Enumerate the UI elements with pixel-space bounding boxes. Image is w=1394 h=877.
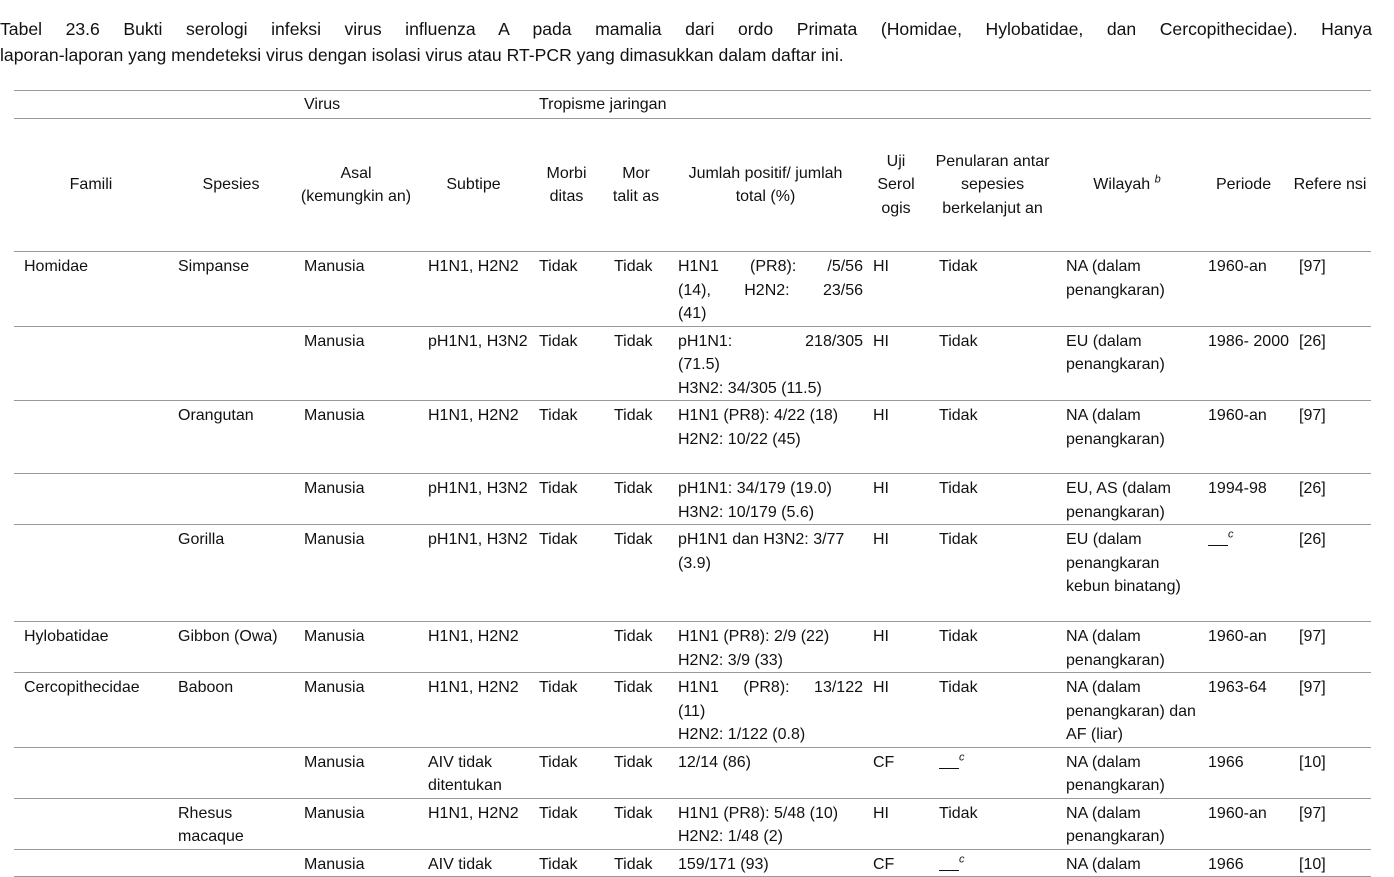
cell-mortalitas: Tidak — [604, 747, 668, 798]
cell-wilayah: NA (dalam penangkaran) — [1056, 252, 1198, 327]
column-header-row — [14, 119, 1371, 252]
cell-mortalitas: Tidak — [604, 525, 668, 622]
cell-famili — [14, 326, 168, 401]
table-row — [14, 622, 1371, 673]
cell-referensi: [10] — [1289, 747, 1371, 798]
header-famili: Famili — [14, 119, 168, 252]
cell-spesies — [168, 849, 294, 877]
serology-table — [14, 90, 1371, 877]
cell-morbiditas: Tidak — [529, 525, 604, 622]
cell-spesies — [168, 747, 294, 798]
cell-famili — [14, 401, 168, 474]
cell-asal: Manusia — [294, 326, 418, 401]
cell-referensi: [97] — [1289, 622, 1371, 673]
cell-famili — [14, 798, 168, 849]
cell-subtipe: H1N1, H2N2 — [418, 798, 529, 849]
cell-wilayah: NA (dalam penangkaran) — [1056, 747, 1198, 798]
cell-periode: 1960-an — [1198, 401, 1289, 474]
dash-mark — [1208, 531, 1228, 546]
cell-periode: 1963-64 — [1198, 673, 1289, 748]
table-row — [14, 747, 1371, 798]
header-referensi: Refere nsi — [1289, 119, 1371, 252]
cell-morbiditas: Tidak — [529, 849, 604, 877]
cell-wilayah: EU, AS (dalam penangkaran) — [1056, 474, 1198, 525]
cell-asal: Manusia — [294, 474, 418, 525]
cell-morbiditas: Tidak — [529, 474, 604, 525]
cell-jumlah: H1N1 (PR8): 4/22 (18) H2N2: 10/22 (45) — [668, 401, 863, 474]
group-header-row — [14, 91, 1371, 119]
cell-famili — [14, 849, 168, 877]
footnote-c: c — [959, 751, 965, 764]
cell-jumlah: H1N1 (PR8): 2/9 (22) H2N2: 3/9 (33) — [668, 622, 863, 673]
table-row — [14, 474, 1371, 525]
cell-jumlah: H1N1 (PR8): /5/56 (14), H2N2: 23/56 (41) — [668, 252, 863, 327]
header-jumlah: Jumlah positif/ jumlah total (%) — [668, 119, 863, 252]
cell-asal: Manusia — [294, 525, 418, 622]
cell-periode: 1960-an — [1198, 622, 1289, 673]
cell-penularan: Tidak — [929, 401, 1056, 474]
cell-uji: HI — [863, 673, 929, 748]
cell-mortalitas: Tidak — [604, 622, 668, 673]
cell-mortalitas: Tidak — [604, 401, 668, 474]
header-subtipe: Subtipe — [418, 119, 529, 252]
cell-jumlah: 12/14 (86) — [668, 747, 863, 798]
table-row — [14, 798, 1371, 849]
footnote-c: c — [1228, 528, 1234, 541]
cell-wilayah: EU (dalam penangkaran kebun binatang) — [1056, 525, 1198, 622]
cell-penularan: Tidak — [929, 673, 1056, 748]
cell-periode: 1960-an — [1198, 252, 1289, 327]
cell-spesies — [168, 326, 294, 401]
cell-wilayah: NA (dalam — [1056, 849, 1198, 877]
cell-famili — [14, 474, 168, 525]
cell-mortalitas: Tidak — [604, 326, 668, 401]
cell-uji: CF — [863, 747, 929, 798]
cell-referensi: [26] — [1289, 326, 1371, 401]
cell-asal: Manusia — [294, 849, 418, 877]
cell-morbiditas: Tidak — [529, 326, 604, 401]
cell-spesies: Simpanse — [168, 252, 294, 327]
cell-subtipe: H1N1, H2N2 — [418, 622, 529, 673]
cell-wilayah: NA (dalam penangkaran) dan AF (liar) — [1056, 673, 1198, 748]
cell-periode: 1960-an — [1198, 798, 1289, 849]
cell-subtipe: pH1N1, H3N2 — [418, 474, 529, 525]
group-header-tropisme: Tropisme jaringan — [529, 91, 929, 119]
cell-famili — [14, 747, 168, 798]
cell-periode: 1994-98 — [1198, 474, 1289, 525]
cell-famili — [14, 525, 168, 622]
table-row — [14, 849, 1371, 877]
cell-mortalitas: Tidak — [604, 673, 668, 748]
header-penularan: Penularan antar sepesies berkelanjut an — [929, 119, 1056, 252]
cell-uji: HI — [863, 798, 929, 849]
dash-mark — [939, 754, 959, 769]
header-wilayah: Wilayah $^b$ — [1056, 119, 1198, 252]
cell-jumlah: H1N1 (PR8): 13/122 (11) H2N2: 1/122 (0.8) — [668, 673, 863, 748]
cell-asal: Manusia — [294, 401, 418, 474]
cell-uji: HI — [863, 474, 929, 525]
cell-referensi: [97] — [1289, 401, 1371, 474]
header-uji: Uji Serol ogis — [863, 119, 929, 252]
cell-asal: Manusia — [294, 747, 418, 798]
footnote-c: c — [959, 853, 965, 866]
cell-famili: Cercopithecidae — [14, 673, 168, 748]
cell-wilayah: NA (dalam penangkaran) — [1056, 798, 1198, 849]
cell-asal: Manusia — [294, 252, 418, 327]
cell-uji: HI — [863, 326, 929, 401]
cell-periode: 1986- 2000 — [1198, 326, 1289, 401]
wilayah-footnote: b — [1154, 173, 1161, 186]
cell-periode: 1966 — [1198, 849, 1289, 877]
caption-line-2: laporan-laporan yang mendeteksi virus dengan isolasi virus atau RT-PCR yang dimasukkan dalam daftar ini. — [0, 45, 844, 65]
cell-morbiditas: Tidak — [529, 747, 604, 798]
cell-jumlah: pH1N1: 34/179 (19.0) H3N2: 10/179 (5.6) — [668, 474, 863, 525]
cell-spesies: Orangutan — [168, 401, 294, 474]
cell-penularan: Tidak — [929, 798, 1056, 849]
cell-periode — [1198, 525, 1289, 622]
header-morbiditas: Morbi ditas — [529, 119, 604, 252]
cell-uji: HI — [863, 622, 929, 673]
header-periode: Periode — [1198, 119, 1289, 252]
cell-penularan: Tidak — [929, 525, 1056, 622]
cell-periode: 1966 — [1198, 747, 1289, 798]
cell-subtipe: AIV tidak — [418, 849, 529, 877]
cell-asal: Manusia — [294, 622, 418, 673]
cell-uji: HI — [863, 525, 929, 622]
cell-penularan: Tidak — [929, 326, 1056, 401]
cell-jumlah: 159/171 (93) — [668, 849, 863, 877]
cell-penularan — [929, 747, 1056, 798]
cell-asal: Manusia — [294, 798, 418, 849]
cell-wilayah: NA (dalam penangkaran) — [1056, 401, 1198, 474]
cell-referensi: [97] — [1289, 798, 1371, 849]
cell-spesies: Gibbon (Owa) — [168, 622, 294, 673]
cell-morbiditas: Tidak — [529, 252, 604, 327]
cell-mortalitas: Tidak — [604, 849, 668, 877]
table-row — [14, 326, 1371, 401]
cell-spesies — [168, 474, 294, 525]
cell-uji: HI — [863, 401, 929, 474]
cell-subtipe: pH1N1, H3N2 — [418, 525, 529, 622]
cell-famili: Hylobatidae — [14, 622, 168, 673]
cell-subtipe: H1N1, H2N2 — [418, 401, 529, 474]
cell-mortalitas: Tidak — [604, 474, 668, 525]
table-row — [14, 673, 1371, 748]
cell-subtipe: H1N1, H2N2 — [418, 252, 529, 327]
cell-jumlah: H1N1 (PR8): 5/48 (10) H2N2: 1/48 (2) — [668, 798, 863, 849]
cell-jumlah: pH1N1: 218/305 (71.5) H3N2: 34/305 (11.5) — [668, 326, 863, 401]
cell-morbiditas: Tidak — [529, 673, 604, 748]
cell-wilayah: NA (dalam penangkaran) — [1056, 622, 1198, 673]
cell-morbiditas: Tidak — [529, 798, 604, 849]
cell-uji: CF — [863, 849, 929, 877]
cell-penularan: Tidak — [929, 622, 1056, 673]
cell-penularan: Tidak — [929, 474, 1056, 525]
cell-famili: Homidae — [14, 252, 168, 327]
table-row — [14, 252, 1371, 327]
cell-referensi: [26] — [1289, 474, 1371, 525]
group-header-virus: Virus — [294, 91, 418, 119]
cell-penularan: Tidak — [929, 252, 1056, 327]
cell-referensi: [97] — [1289, 673, 1371, 748]
cell-morbiditas — [529, 622, 604, 673]
dash-mark — [939, 856, 959, 871]
cell-jumlah: pH1N1 dan H3N2: 3/77 (3.9) — [668, 525, 863, 622]
cell-referensi: [97] — [1289, 252, 1371, 327]
table-row — [14, 401, 1371, 474]
table-row — [14, 525, 1371, 622]
header-asal: Asal (kemungkin an) — [294, 119, 418, 252]
cell-subtipe: AIV tidak ditentukan — [418, 747, 529, 798]
table-caption — [0, 16, 1372, 68]
cell-spesies: Baboon — [168, 673, 294, 748]
cell-penularan — [929, 849, 1056, 877]
cell-uji: HI — [863, 252, 929, 327]
cell-subtipe: pH1N1, H3N2 — [418, 326, 529, 401]
cell-referensi: [26] — [1289, 525, 1371, 622]
header-spesies: Spesies — [168, 119, 294, 252]
cell-mortalitas: Tidak — [604, 798, 668, 849]
cell-morbiditas: Tidak — [529, 401, 604, 474]
cell-wilayah: EU (dalam penangkaran) — [1056, 326, 1198, 401]
cell-spesies: Rhesus macaque — [168, 798, 294, 849]
caption-line-1: Tabel 23.6 Bukti serologi infeksi virus influenza A pada mamalia dari ordo Primata (Homidae, Hylobatidae, dan Cercopithecidae). Hanya — [0, 19, 1372, 39]
cell-subtipe: H1N1, H2N2 — [418, 673, 529, 748]
cell-asal: Manusia — [294, 673, 418, 748]
header-mortalitas: Mor talit as — [604, 119, 668, 252]
cell-mortalitas: Tidak — [604, 252, 668, 327]
cell-referensi: [10] — [1289, 849, 1371, 877]
cell-spesies: Gorilla — [168, 525, 294, 622]
